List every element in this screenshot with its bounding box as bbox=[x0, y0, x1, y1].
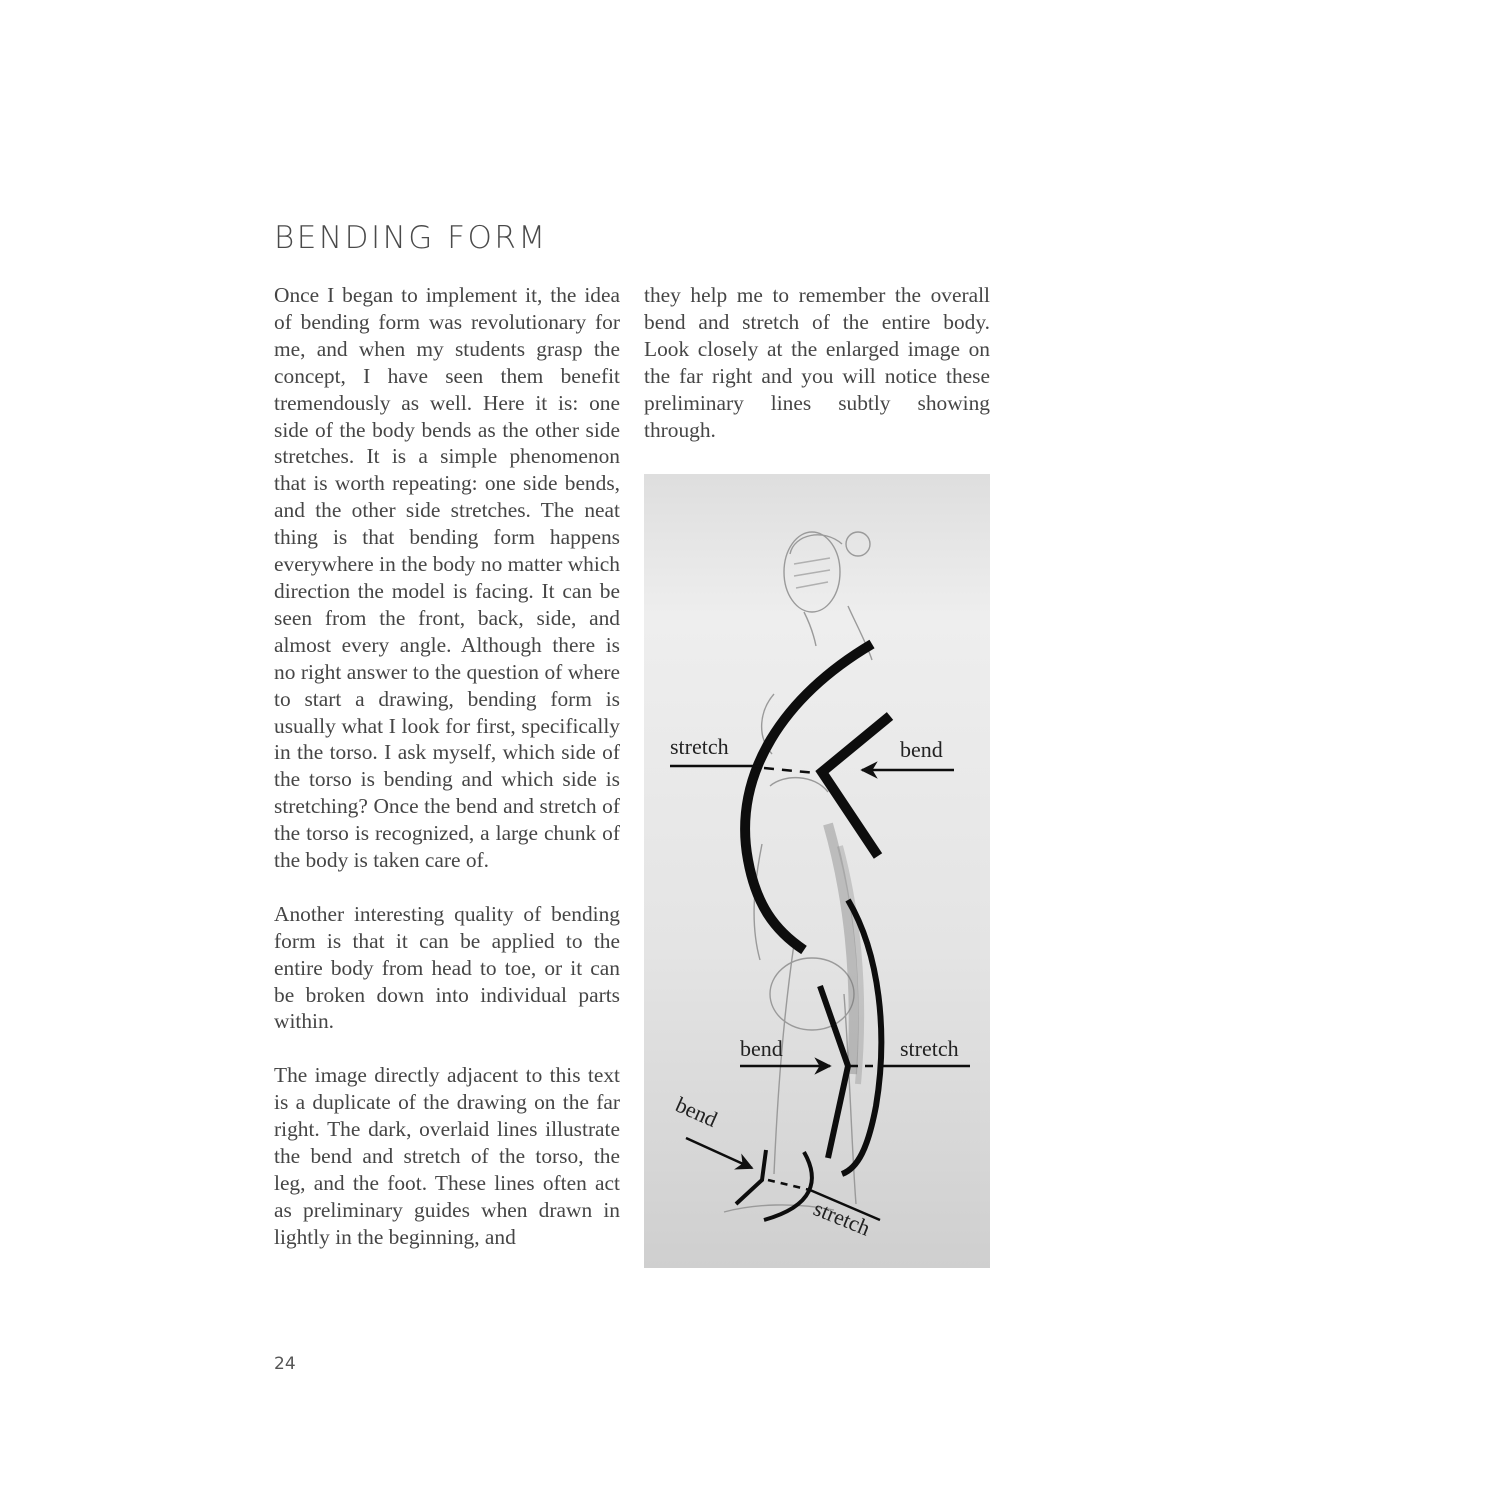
paper-background bbox=[644, 474, 990, 1268]
label-torso-stretch: stretch bbox=[670, 734, 729, 759]
label-foot-bend: bend bbox=[671, 1091, 722, 1132]
text-column-right bbox=[644, 282, 990, 443]
paragraph: Another interesting quality of bending form is that it can be applied to the entire body from head to toe, or it can be broken down into individual parts within. bbox=[274, 901, 620, 1034]
bending-form-diagram bbox=[644, 474, 990, 1268]
text-column-left bbox=[274, 282, 620, 1251]
paragraph: Once I began to implement it, the idea of bending form was revolutionary for me, and when my students grasp the concept, I have seen them benefit tremendously as well. Here it is: one side of the body bends as the other side stretches. It is a simple phenomenon that is worth repeating: one side bends, and the other side stretches. The neat thing is that bending form happens everywhere in the body no matter which direction the model is facing. It can be seen from the front, back, side, and almost every angle. Although there is no right answer to the question of where to start a drawing, bending form is usually what I look for first, specifically in the torso. I ask myself, which side of the torso is bending and which side is stretching? Once the bend and stretch of the torso is recognized, a large chunk of the body is taken care of. bbox=[274, 283, 620, 873]
label-foot-stretch: stretch bbox=[810, 1195, 874, 1241]
paragraph: they help me to remember the overall bend and stretch of the entire body. Look closely at the enlarged image on the far right and you will notice these preliminary lines subtly showing through. bbox=[644, 283, 990, 442]
page-heading: BENDING FORM bbox=[274, 220, 548, 256]
label-torso-bend: bend bbox=[900, 737, 943, 762]
paragraph: The image directly adjacent to this text is a duplicate of the drawing on the far right. The dark, overlaid lines illustrate the bend and stretch of the torso, the leg, and the foot. These lines often act as preliminary guides when drawn in lightly in the beginning, and bbox=[274, 1063, 620, 1249]
figure-drawing-illustration bbox=[644, 474, 990, 1268]
label-leg-bend: bend bbox=[740, 1036, 783, 1061]
page-number: 24 bbox=[274, 1354, 296, 1374]
label-leg-stretch: stretch bbox=[900, 1036, 959, 1061]
